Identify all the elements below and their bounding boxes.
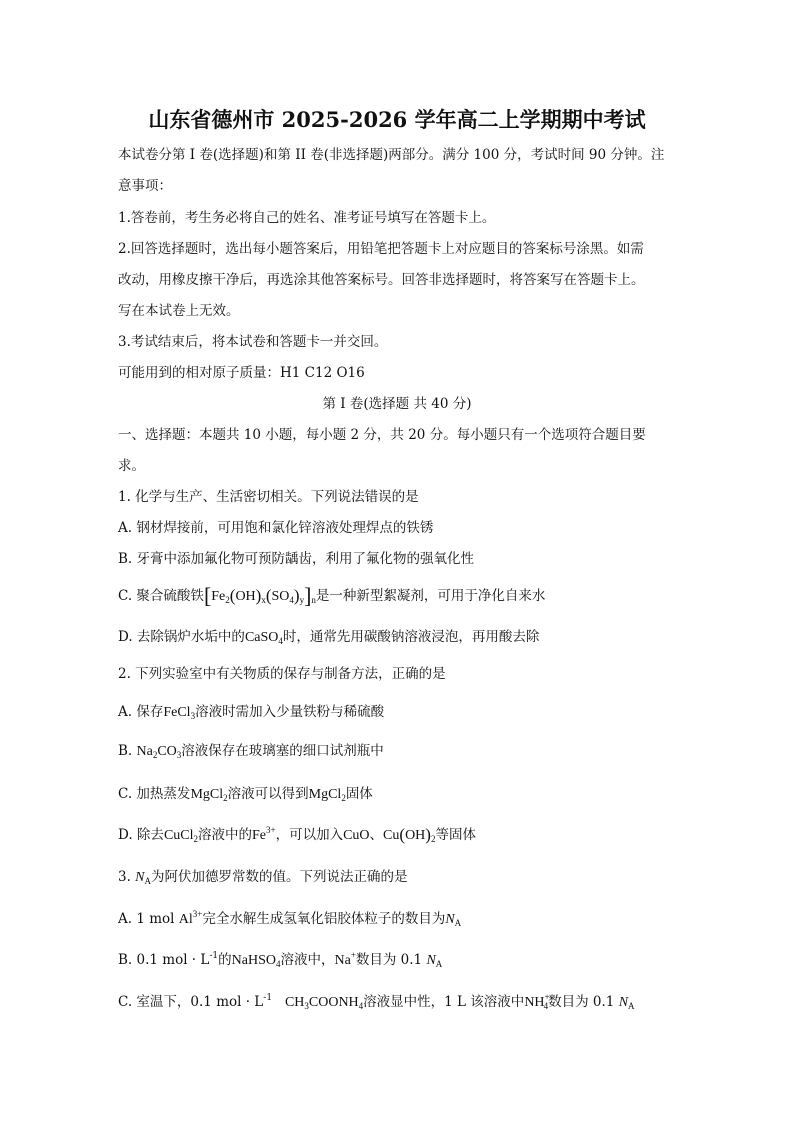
ch3coonh4-formula: $CH_3COONH_4$ (284, 995, 364, 1011)
q3-option-b: B. 0.1 mol · $L^{-1}$的NaHSO$_4$溶液中，Na+数目为 0.1 $N_A$ (118, 950, 443, 969)
note-1: 1.答卷前，考生务必将自己的姓名、准考证号填写在答题卡上。 (118, 210, 496, 226)
q3-option-c: C. 室温下，0.1 mol · $L^{-1}$ $CH_3COONH_4$溶液显中性，1 L 该溶液中$NH^+_4$数目为 0.1 $N_A$ (118, 992, 635, 1011)
q1-option-c-suffix: 是一种新型絮凝剂，可用于净化自来水 (315, 588, 546, 604)
q1-stem: 1. 化学与生产、生活密切相关。下列说法错误的是 (118, 489, 419, 505)
exam-title: 山东省德州市 2025-2026 学年高二上学期期中考试 (148, 107, 646, 132)
note-2-line-3: 写在本试卷上无效。 (118, 303, 240, 319)
mgcl2-formula: MgCl$_2$ (190, 787, 228, 803)
note-2-line-2: 改动，用橡皮擦干净后，再选涂其他答案标号。回答非选择题时，将答案写在答题卡上。 (118, 272, 645, 288)
intro-line-1: 本试卷分第 I 卷(选择题)和第 II 卷(非选择题)两部分。满分 100 分，考试时间 90 分钟。注 (118, 147, 665, 163)
atomic-masses: 可能用到的相对原子质量：H1 C12 O16 (118, 365, 365, 381)
avogadro-symbol: $N_A$ (618, 995, 635, 1011)
q1-option-a: A. 钢材焊接前，可用饱和氯化锌溶液处理焊点的铁锈 (118, 520, 434, 536)
q2-option-a: A. 保存FeCl$_3$溶液时需加入少量铁粉与稀硫酸 (118, 704, 385, 721)
caso4-formula: CaSO$_4$ (244, 630, 283, 646)
nahso4-formula: NaHSO$_4$ (231, 953, 281, 969)
note-3: 3.考试结束后，将本试卷和答题卡一并交回。 (118, 334, 388, 350)
mgcl2-formula-2: MgCl$_2$ (308, 787, 346, 803)
q2-option-c: C. 加热蒸发MgCl$_2$溶液可以得到MgCl$_2$固体 (118, 786, 373, 803)
na2co3-formula: $Na_2CO_3$ (136, 744, 182, 760)
al3-ion: $Al^{3+}$ (178, 909, 203, 927)
part1-instructions-line-2: 求。 (118, 458, 145, 474)
q1-option-b: B. 牙膏中添加氟化物可预防龋齿，利用了氟化物的强氧化性 (118, 551, 475, 567)
q2-option-b: B. $Na_2CO_3$溶液保存在玻璃塞的细口试剂瓶中 (118, 743, 384, 760)
polyferric-sulfate-formula: $[Fe_2(OH)_x(SO_4)_y]_n$ (203, 583, 316, 608)
avogadro-symbol: $N_A$ (426, 953, 443, 969)
q3-option-a: A. 1 mol $Al^{3+}$完全水解生成氢氧化铝胶体粒子的数目为$N_A$ (118, 909, 462, 928)
cuo-formula: CuO (343, 828, 370, 843)
nh4-ion: $NH^+_4$ (524, 992, 550, 1011)
avogadro-symbol: $N_A$ (445, 912, 462, 928)
q3-stem: 3. $N_A$为阿伏加德罗常数的值。下列说法正确的是 (118, 869, 408, 886)
q1-option-c (118, 583, 546, 608)
note-2-line-1: 2.回答选择题时，选出每小题答案后，用铅笔把答题卡上对应题目的答案标号涂黑。如需 (118, 241, 644, 257)
part1-instructions-line-1: 一、选择题：本题共 10 小题，每小题 2 分，共 20 分。每小题只有一个选项符合题目要 (118, 427, 646, 443)
fecl3-formula: FeCl$_3$ (163, 705, 196, 721)
q2-stem: 2. 下列实验室中有关物质的保存与制备方法，正确的是 (118, 666, 446, 682)
cucl2-formula: CuCl$_2$ (163, 828, 199, 844)
q1-option-c-prefix: C. 聚合硫酸铁 (118, 588, 204, 604)
section-title: 第 I 卷(选择题 共 40 分) (322, 396, 472, 412)
na-ion: Na+ (334, 950, 356, 968)
q1-option-d: D. 去除锅炉水垢中的CaSO$_4$时，通常先用碳酸钠溶液浸泡，再用酸去除 (118, 629, 540, 646)
q2-option-d: D. 除去CuCl$_2$溶液中的$Fe^{3+}$，可以加入CuO、$Cu(OH)_2$等固体 (118, 825, 476, 844)
fe3-ion: $Fe^{3+}$ (252, 825, 276, 843)
intro-line-2: 意事项： (118, 178, 172, 194)
avogadro-symbol: $N_A$ (135, 870, 152, 886)
cuoh2-formula: $Cu(OH)_2$ (383, 825, 436, 844)
